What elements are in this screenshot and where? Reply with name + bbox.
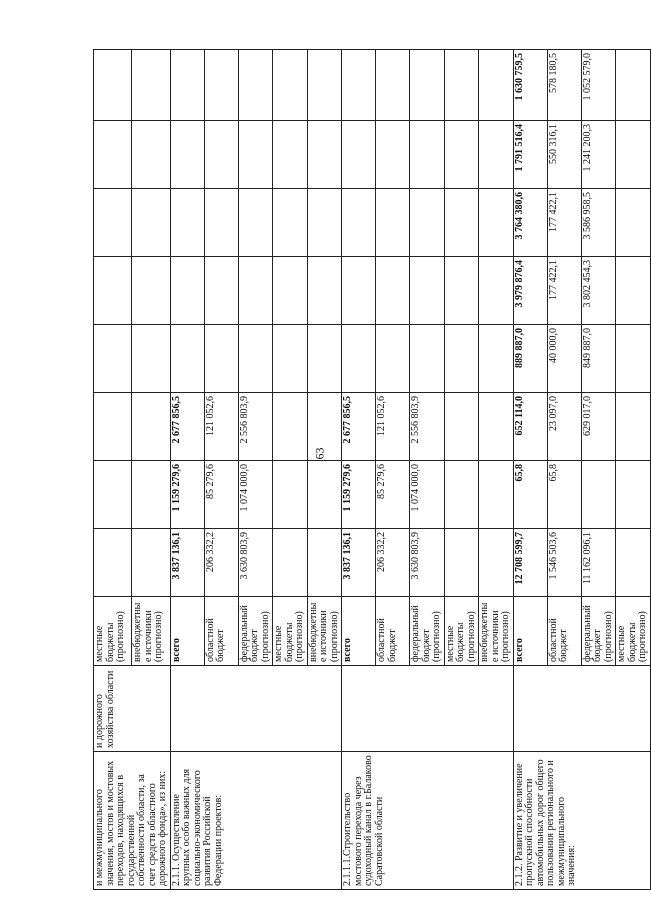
amount-cell: 11 162 096,1 — [581, 528, 616, 596]
amount-cell — [94, 256, 132, 324]
amount-cell: 65,8 — [513, 460, 547, 528]
amount-cell — [342, 256, 376, 324]
amount-cell — [132, 188, 170, 256]
amount-cell: 3 764 380,6 — [513, 188, 547, 256]
rotated-table-container — [93, 50, 648, 890]
amount-cell: 2 677 856,5 — [342, 392, 376, 460]
amount-cell — [238, 324, 273, 392]
amount-cell: 1 159 279,6 — [342, 460, 376, 528]
funding-source: федеральный бюджет (прогнозно) — [238, 596, 273, 665]
funding-source: федеральный бюджет (прогнозно) — [410, 596, 445, 665]
responsible-executor — [342, 665, 514, 751]
funding-source: местные бюджеты (прогнозно) — [94, 596, 132, 665]
funding-source: внебюджетные источники (прогнозно) — [307, 596, 342, 665]
amount-cell: 65,8 — [547, 460, 581, 528]
amount-cell — [204, 120, 238, 188]
amount-cell — [444, 188, 479, 256]
amount-cell: 1 791 516,4 — [513, 120, 547, 188]
amount-cell — [94, 324, 132, 392]
amount-cell: 2 556 803,9 — [238, 392, 273, 460]
amount-cell — [273, 392, 308, 460]
amount-cell — [273, 256, 308, 324]
amount-cell: 85 279,6 — [376, 460, 410, 528]
amount-cell: 2 556 803,9 — [410, 392, 445, 460]
amount-cell — [307, 188, 342, 256]
table-row — [94, 49, 132, 889]
amount-cell — [410, 49, 445, 120]
responsible-executor — [170, 665, 342, 751]
amount-cell — [444, 324, 479, 392]
amount-cell — [170, 188, 204, 256]
amount-cell — [94, 528, 132, 596]
funding-source: областной бюджет — [204, 596, 238, 665]
amount-cell: 12 708 599,7 — [513, 528, 547, 596]
amount-cell — [376, 324, 410, 392]
amount-cell: 23 097,0 — [547, 392, 581, 460]
amount-cell — [616, 188, 651, 256]
amount-cell — [616, 392, 651, 460]
amount-cell: 889 887,0 — [513, 324, 547, 392]
amount-cell: 3 837 136,1 — [170, 528, 204, 596]
amount-cell: 3 586 958,5 — [581, 188, 616, 256]
table-body — [94, 49, 651, 889]
amount-cell — [307, 120, 342, 188]
funding-source: местные бюджеты (прогнозно) — [616, 596, 651, 665]
amount-cell — [307, 528, 342, 596]
amount-cell: 3 802 454,3 — [581, 256, 616, 324]
amount-cell — [444, 120, 479, 188]
amount-cell — [376, 120, 410, 188]
amount-cell: 1 074 000,0 — [410, 460, 445, 528]
amount-cell — [479, 256, 514, 324]
program-item-name: 2.1.1.1.Строительство мостового перехода через судоходный канал в г.Балаково Саратовской области — [342, 751, 514, 889]
amount-cell — [132, 324, 170, 392]
amount-cell — [170, 256, 204, 324]
amount-cell — [479, 120, 514, 188]
amount-cell: 1 159 279,6 — [170, 460, 204, 528]
amount-cell — [170, 324, 204, 392]
funding-source: областной бюджет — [547, 596, 581, 665]
amount-cell — [376, 188, 410, 256]
amount-cell — [273, 49, 308, 120]
table-row — [342, 49, 376, 889]
amount-cell — [273, 528, 308, 596]
amount-cell — [376, 49, 410, 120]
amount-cell — [616, 49, 651, 120]
amount-cell — [479, 392, 514, 460]
amount-cell — [616, 528, 651, 596]
funding-source: местные бюджеты (прогнозно) — [273, 596, 308, 665]
amount-cell — [616, 324, 651, 392]
amount-cell: 121 052,6 — [204, 392, 238, 460]
amount-cell — [479, 460, 514, 528]
amount-cell — [444, 528, 479, 596]
amount-cell — [238, 49, 273, 120]
amount-cell: 1 052 579,0 — [581, 49, 616, 120]
program-item-name: 2.1.2. Развитие и увеличение пропускной способности автомобильных дорог общего пользования регионального и межмуниципального значения: — [513, 751, 650, 889]
financing-table — [93, 49, 651, 890]
amount-cell: 550 316,1 — [547, 120, 581, 188]
amount-cell: 578 180,5 — [547, 49, 581, 120]
amount-cell: 3 837 136,1 — [342, 528, 376, 596]
table-row — [513, 49, 547, 889]
amount-cell — [132, 120, 170, 188]
funding-source: внебюджетные источники (прогнозно) — [132, 596, 170, 665]
amount-cell — [616, 460, 651, 528]
amount-cell — [94, 120, 132, 188]
amount-cell — [94, 460, 132, 528]
amount-cell — [204, 324, 238, 392]
amount-cell: 1 630 759,5 — [513, 49, 547, 120]
amount-cell — [410, 324, 445, 392]
amount-cell — [410, 256, 445, 324]
amount-cell — [616, 120, 651, 188]
amount-cell — [170, 120, 204, 188]
amount-cell — [132, 49, 170, 120]
amount-cell — [94, 188, 132, 256]
amount-cell — [273, 460, 308, 528]
amount-cell: 177 422,1 — [547, 256, 581, 324]
funding-source: областной бюджет — [376, 596, 410, 665]
amount-cell — [307, 324, 342, 392]
amount-cell — [94, 392, 132, 460]
program-item-name: и межмуниципального значения, мостов и мостовых переходов, находящихся в государственной собственности области, за счет средств областного дорожного фонда», из них: — [94, 751, 171, 889]
amount-cell — [238, 120, 273, 188]
amount-cell — [204, 49, 238, 120]
amount-cell — [170, 49, 204, 120]
amount-cell — [132, 392, 170, 460]
amount-cell: 1 546 503,6 — [547, 528, 581, 596]
amount-cell — [342, 49, 376, 120]
amount-cell — [479, 528, 514, 596]
amount-cell: 121 052,6 — [376, 392, 410, 460]
amount-cell — [307, 392, 342, 460]
amount-cell — [444, 49, 479, 120]
amount-cell: 3 630 803,9 — [410, 528, 445, 596]
responsible-executor — [513, 665, 650, 751]
amount-cell — [307, 49, 342, 120]
amount-cell: 652 114,0 — [513, 392, 547, 460]
amount-cell — [479, 49, 514, 120]
amount-cell: 2 677 856,5 — [170, 392, 204, 460]
amount-cell: 206 332,2 — [204, 528, 238, 596]
funding-source: местные бюджеты (прогнозно) — [444, 596, 479, 665]
amount-cell — [342, 120, 376, 188]
amount-cell — [132, 528, 170, 596]
amount-cell — [307, 460, 342, 528]
amount-cell — [273, 188, 308, 256]
amount-cell — [238, 188, 273, 256]
amount-cell — [132, 460, 170, 528]
amount-cell — [479, 324, 514, 392]
amount-cell: 1 241 200,3 — [581, 120, 616, 188]
amount-cell — [307, 256, 342, 324]
amount-cell: 629 017,0 — [581, 392, 616, 460]
amount-cell — [479, 188, 514, 256]
amount-cell: 85 279,6 — [204, 460, 238, 528]
program-item-name: 2.1.1. Осуществление крупных особо важных для социально-экономического развития Российской Федерации проектов: — [170, 751, 342, 889]
amount-cell — [342, 188, 376, 256]
amount-cell — [94, 49, 132, 120]
amount-cell: 1 074 000,0 — [238, 460, 273, 528]
amount-cell: 177 422,1 — [547, 188, 581, 256]
responsible-executor: и дорожного хозяйства области — [94, 665, 171, 751]
page-number: 63 — [312, 447, 327, 460]
funding-source: федеральный бюджет (прогнозно) — [581, 596, 616, 665]
amount-cell — [581, 460, 616, 528]
amount-cell — [204, 188, 238, 256]
funding-source: внебюджетные источники (прогнозно) — [479, 596, 514, 665]
amount-cell — [204, 256, 238, 324]
amount-cell — [273, 324, 308, 392]
amount-cell: 40 000,0 — [547, 324, 581, 392]
amount-cell — [238, 256, 273, 324]
amount-cell — [444, 256, 479, 324]
amount-cell — [616, 256, 651, 324]
amount-cell: 849 887,0 — [581, 324, 616, 392]
amount-cell — [273, 120, 308, 188]
amount-cell — [444, 392, 479, 460]
funding-source: всего — [342, 596, 376, 665]
funding-source: всего — [513, 596, 547, 665]
amount-cell: 206 332,2 — [376, 528, 410, 596]
amount-cell: 3 979 876,4 — [513, 256, 547, 324]
amount-cell — [132, 256, 170, 324]
amount-cell — [444, 460, 479, 528]
amount-cell: 3 630 803,9 — [238, 528, 273, 596]
amount-cell — [410, 120, 445, 188]
amount-cell — [376, 256, 410, 324]
table-row — [170, 49, 204, 889]
amount-cell — [410, 188, 445, 256]
amount-cell — [342, 324, 376, 392]
funding-source: всего — [170, 596, 204, 665]
